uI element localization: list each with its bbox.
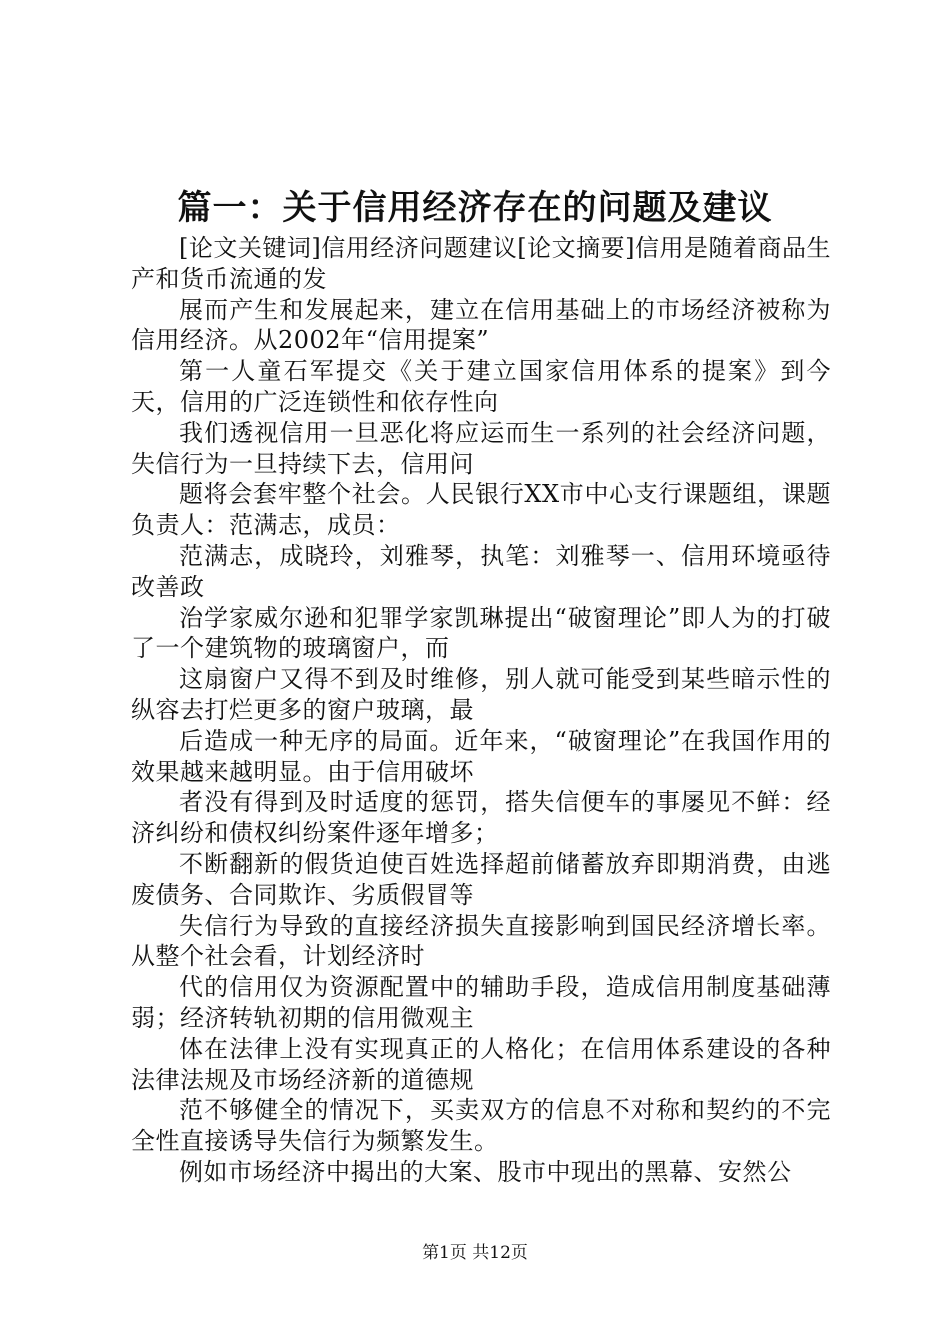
paragraph: [论文关键词]信用经济问题建议[论文摘要]信用是随着商品生产和货币流通的发	[131, 234, 831, 293]
paragraph: 体在法律上没有实现真正的人格化；在信用体系建设的各种法律法规及市场经济新的道德规	[131, 1034, 831, 1094]
paragraph: 例如市场经济中揭出的大案、股市中现出的黑幕、安然公	[179, 1157, 792, 1186]
document-body	[131, 233, 831, 1188]
paragraph: 失信行为导致的直接经济损失直接影响到国民经济增长率。从整个社会看，计划经济时	[131, 911, 831, 971]
document-title: 篇一：关于信用经济存在的问题及建议	[177, 188, 773, 228]
page-number-footer: 第1页 共12页	[422, 1243, 528, 1263]
paragraph: 后造成一种无序的局面。近年来，“破窗理论”在我国作用的效果越来越明显。由于信用破坏	[131, 726, 831, 786]
paragraph: 题将会套牢整个社会。人民银行XX市中心支行课题组，课题负责人：范满志，成员：	[131, 480, 831, 540]
paragraph: 这扇窗户又得不到及时维修，别人就可能受到某些暗示性的纵容去打烂更多的窗户玻璃，最	[131, 665, 831, 724]
paragraph: 范不够健全的情况下，买卖双方的信息不对称和契约的不完全性直接诱导失信行为频繁发生。	[131, 1096, 831, 1156]
paragraph: 者没有得到及时适度的惩罚，搭失信便车的事屡见不鲜：经济纠纷和债权纠纷案件逐年增多；	[131, 788, 831, 848]
paragraph: 我们透视信用一旦恶化将应运而生一系列的社会经济问题，失信行为一旦持续下去，信用问	[131, 418, 831, 478]
paragraph: 范满志，成晓玲，刘雅琴，执笔：刘雅琴一、信用环境亟待改善政	[131, 541, 831, 601]
paragraph: 治学家威尔逊和犯罪学家凯琳提出“破窗理论”即人为的打破了一个建筑物的玻璃窗户，而	[131, 603, 831, 663]
paragraph: 代的信用仅为资源配置中的辅助手段，造成信用制度基础薄弱；经济转轨初期的信用微观主	[131, 973, 831, 1032]
paragraph: 展而产生和发展起来，建立在信用基础上的市场经济被称为信用经济。从2002年“信用提案”	[131, 295, 831, 355]
paragraph: 第一人童石军提交《关于建立国家信用体系的提案》到今天，信用的广泛连锁性和依存性向	[131, 357, 831, 416]
paragraph: 不断翻新的假货迫使百姓选择超前储蓄放弃即期消费，由逃废债务、合同欺诈、劣质假冒等	[131, 849, 831, 909]
